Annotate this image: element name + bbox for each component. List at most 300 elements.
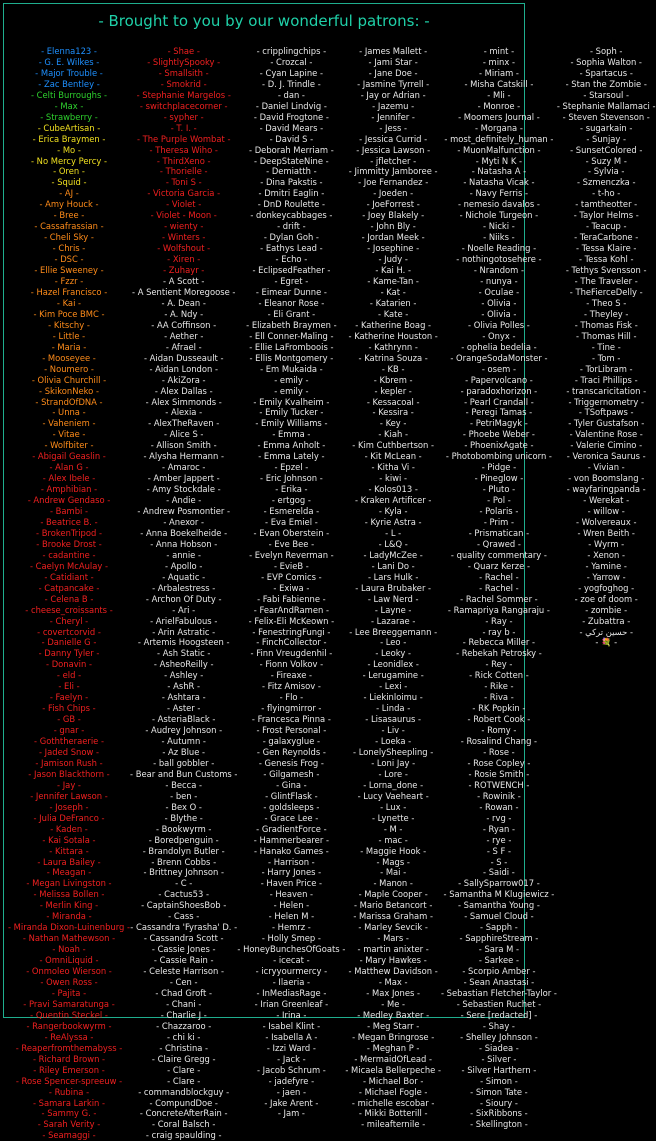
patron-name: - Andrew Posmontier - <box>137 506 231 517</box>
patron-name: - Eli - <box>58 681 80 692</box>
patron-name: - Misha Catskill - <box>464 78 534 89</box>
patron-name: - quality commentary - <box>450 549 547 560</box>
patron-name: - goldsleeps - <box>263 801 320 812</box>
patron-name: - Yamine - <box>585 560 627 571</box>
patron-name: - Soph - <box>590 46 623 56</box>
patron-name: - Kate - <box>378 308 409 319</box>
patron-name: - Wolfshout - <box>157 243 211 254</box>
patron-name: - Kitha Vi - <box>371 462 415 473</box>
patron-name: - CaptainShoesBob - <box>141 900 227 911</box>
patron-name: - Katarien - <box>369 297 417 308</box>
patron-name: - Az Blue - <box>162 747 206 757</box>
patron-name: - Samara Larkin - <box>32 1097 106 1108</box>
patron-name: - Veronica Saurus - <box>566 451 646 462</box>
patron-name: - Amy Stockdale - <box>146 484 221 495</box>
patron-name: - Cen - <box>169 977 198 988</box>
patron-name: - Law Nerd - <box>367 593 419 604</box>
patron-name: - Dylan Goh - <box>263 232 319 243</box>
patron-name: - Michael Fogle - <box>358 1086 428 1097</box>
patron-name: - Danielle G - <box>41 637 97 648</box>
patron-name: - Alice S - <box>163 429 204 440</box>
patron-name: - emily - <box>274 374 309 385</box>
patron-name: - Audrey Johnson - <box>145 725 223 736</box>
patron-name: - Lynette - <box>371 812 415 823</box>
patron-name: - Pineglow - <box>474 473 524 484</box>
patron-name: - nothingotosehere - <box>456 254 542 265</box>
patron-name: - Rike - <box>484 681 514 692</box>
patron-name: - Josephine - <box>367 243 420 254</box>
patron-name: - Wyrm - <box>588 538 625 549</box>
patron-name: - S - <box>490 856 508 867</box>
patron-name: - EclipsedFeather - <box>252 265 331 276</box>
patron-name: - Rowan - <box>479 801 519 812</box>
patron-name: - Harry Jones - <box>261 867 322 878</box>
patron-name: - Lisasaurus - <box>365 714 422 725</box>
patron-name: - Vitae - <box>52 429 86 440</box>
patron-name: - Marley Sevcik - <box>358 922 428 933</box>
patron-name: - The Traveler - <box>574 276 638 287</box>
patron-name: - Mary Hawkes - <box>359 955 427 966</box>
patron-name: - Brandolyn Butler - <box>142 845 225 856</box>
patron-name: - Cassandra Scott - <box>143 933 224 944</box>
patron-name: - Sioury - <box>480 1097 518 1108</box>
patron-name: - Stephanie Margelos - <box>136 89 231 100</box>
patron-name: - Zac Bentley - <box>38 78 100 89</box>
patron-name: - Hammerbearer - <box>253 834 329 845</box>
patron-name: - Jam - <box>277 1108 305 1119</box>
patron-name: - Boredpenguin - <box>148 834 219 845</box>
patron-name: - Lani Do - <box>371 560 415 571</box>
patron-name: - mileafternile - <box>361 1119 426 1130</box>
patron-name: - Eve Bee - <box>268 538 315 549</box>
patron-name: - Pluto - <box>482 484 516 495</box>
patron-name: - PetriMagyk - <box>470 418 528 429</box>
patron-name: - Felix-Eli McKeown - <box>248 615 335 626</box>
patron-name: - chi ki - <box>166 1031 201 1042</box>
patron-name: - Photobombing unicorn - <box>445 451 552 462</box>
patron-name: - Valentine Rose - <box>569 429 643 440</box>
patron-name: - RK Popkin - <box>472 703 526 714</box>
patron-name: - ben - <box>170 790 198 801</box>
patron-name: - Aquatic - <box>162 571 206 582</box>
patron-name: - Ray - <box>485 615 513 626</box>
patron-name: - Reaperfromthemabyss - <box>15 1042 123 1053</box>
patron-name: - Aster - <box>167 703 201 714</box>
patron-name: - M - <box>383 823 403 834</box>
patron-name: - Dmitri Eaglin - <box>258 188 325 199</box>
patron-name: - Alex Ibele - <box>42 473 96 484</box>
patron-name: - Erika - <box>275 484 308 495</box>
patron-name: - Cassandra 'Fyrasha' D. - <box>130 922 238 933</box>
patron-name: - Zuhayr - <box>163 265 205 276</box>
patron-name: - Fish Chips - <box>42 703 96 714</box>
patron-name: - Megan Bringrose - <box>352 1031 435 1042</box>
patron-name: - zombie - <box>585 604 628 615</box>
patron-name: - Catidiant - <box>44 571 94 582</box>
patron-name: - Max Jones - <box>366 987 421 998</box>
patron-name: - Katherine Houston - <box>348 330 438 341</box>
patron-name: - Unna - <box>52 407 86 418</box>
patron-name: - commandblockguy - <box>138 1086 230 1097</box>
patron-name: - Valerie Cimino - <box>570 440 643 451</box>
patron-name: - Yarrow - <box>586 571 626 582</box>
patron-name: - Gilgamesh - <box>263 768 320 779</box>
patron-name: - Lars Hulk - <box>367 571 419 582</box>
patron-name: - LonelySheepling - <box>353 747 434 757</box>
patron-name: - Shae - <box>167 46 200 56</box>
patron-name: - Celti Burroughs - <box>31 89 107 100</box>
patron-name: - Hanako Games - <box>253 845 329 856</box>
patron-name: - paradoxhorizon - <box>460 385 538 396</box>
patron-name: - Rose Spencer-spreeuw - <box>15 1075 123 1086</box>
patron-name: - craig spaulding - <box>145 1130 222 1141</box>
patron-name: - Faelyn - <box>49 692 89 703</box>
patron-name: - Qrawed - <box>477 538 521 549</box>
patron-name: - Chazzaroo - <box>156 1020 212 1031</box>
patron-name: - Aether - <box>164 330 204 341</box>
patron-name: - Ryan - <box>482 823 515 834</box>
patron-name: - drift - <box>277 221 306 232</box>
patron-name: - Vivian - <box>587 462 625 473</box>
patron-name: - TSoftpaws - <box>578 407 634 418</box>
patron-name: - Pajita - <box>51 987 87 998</box>
patron-name: - CubeArtisan - <box>37 122 101 133</box>
patron-name: - Mikki Botterill - <box>358 1108 428 1119</box>
patron-name: - AA Coffinson - <box>151 319 217 330</box>
patron-name: - Rick Cotten - <box>469 670 529 681</box>
patron-name: - Rey - <box>485 659 513 670</box>
patron-name: - Bex O - <box>165 801 202 812</box>
patron-name: - Kbrem - <box>373 374 413 385</box>
patron-name: - Sarkee - <box>478 955 519 966</box>
patron-name: - Jaded Snow - <box>39 747 100 757</box>
patron-name: - Loni Jay - <box>371 757 416 768</box>
patron-name: - Max - <box>378 977 408 988</box>
patron-name: - Natasha A - <box>471 166 527 177</box>
patron-name: - Samuel Cloud - <box>464 911 534 922</box>
patron-name: - FenestringFungi - <box>252 626 331 637</box>
patron-name: - Scorpio Amber - <box>462 966 536 977</box>
patron-name: - Simon - <box>480 1075 518 1086</box>
patron-name: - Gen Reynolds - <box>256 747 326 757</box>
patron-name: - Lorna_done - <box>363 779 424 790</box>
patron-name: - yogfoghog - <box>578 582 635 593</box>
patron-name: - annie - <box>166 549 202 560</box>
patron-name: - Wolvereaux - <box>575 516 637 527</box>
patron-name: - Lore - <box>378 768 408 779</box>
patron-name: - AkiZora - <box>161 374 206 385</box>
patron-name: - MuonMalfunction - <box>457 144 541 155</box>
patron-name: - switchplacecorner - <box>139 100 228 111</box>
patron-name: - Sara M - <box>478 944 520 955</box>
patron-name: - Lazarae - <box>370 615 416 626</box>
patron-name: - Mo - <box>57 144 81 155</box>
patron-name: - Echo - <box>275 254 308 265</box>
patron-name: - Cactus53 - <box>158 889 209 900</box>
patron-name: - Kessira - <box>372 407 414 418</box>
patron-name: - Epzel - <box>274 462 309 473</box>
patron-name: - Fzzr - <box>54 276 84 287</box>
patron-name: - Megan Livingston - <box>26 878 112 889</box>
patron-name: - Cassie Rain - <box>153 955 214 966</box>
patron-name: - Jess - <box>379 122 408 133</box>
patron-name: - Mario Betancort - <box>353 900 433 911</box>
patron-name: - Starsoul - <box>583 89 630 100</box>
patron-name: - Katrina Souza - <box>358 352 428 363</box>
patron-name: - Charlie J - <box>160 1009 207 1020</box>
patron-name: - Kaden - <box>50 823 88 834</box>
patron-name: - Fionn Volkov - <box>259 659 324 670</box>
patron-name: - Julia DeFranco - <box>33 812 105 823</box>
patron-name: - Riva - <box>484 692 514 703</box>
patron-name: - Brooke Drost - <box>36 538 102 549</box>
patron-name: - DnD Roulette - <box>257 199 326 210</box>
patron-name: - SallySparrow017 - <box>458 878 540 889</box>
patron-name: - flyingmirror - <box>261 703 322 714</box>
patron-name: - Noelle Reading - <box>461 243 537 254</box>
patron-name: - GlintFlask - <box>265 790 318 801</box>
patron-name: - Archon Of Duty - <box>145 593 222 604</box>
patron-name: - EvieB - <box>273 560 309 571</box>
patron-name: - Quentin Steckel - <box>30 1009 108 1020</box>
patron-name: - Michael Bor - <box>362 1075 424 1086</box>
patron-name: - David Frogtone - <box>253 111 329 122</box>
patron-name: - Niiks - <box>483 232 515 243</box>
patron-name: - StrandOfDNA - <box>35 396 103 407</box>
patron-name: - Kessacoal - <box>366 396 420 407</box>
patron-name: - dan - <box>277 89 305 100</box>
patron-name: - Kathrynn - <box>368 341 418 352</box>
patron-name: - Wolfbiter - <box>44 440 94 451</box>
patron-column-5 <box>440 46 557 1130</box>
patron-name: - Ramapriya Rangaraju - <box>447 604 550 615</box>
patron-name: - wienty - <box>164 221 204 232</box>
patron-name: - most_definitely_human - <box>444 133 554 144</box>
patron-name: - icecat - <box>273 955 310 966</box>
patron-name: - Vaheniem - <box>42 418 96 429</box>
patron-name: - Christina - <box>159 1042 209 1053</box>
patron-name: - Winters - <box>162 232 206 243</box>
patron-name: - Fitz Amisov - <box>261 681 321 692</box>
patron-name: - Fireaxe - <box>270 670 313 681</box>
patron-name: - Catpancake - <box>38 582 100 593</box>
patron-name: - Marissa Graham - <box>353 911 434 922</box>
patron-name: - Hemrz - <box>271 922 311 933</box>
patron-name: - The Purple Wombat - <box>136 133 231 144</box>
patron-name: - zoe of doom - <box>574 593 638 604</box>
patron-name: - Kit McLean - <box>364 451 422 462</box>
patron-name: - Heaven - <box>269 889 314 900</box>
patron-name: - Jay - <box>57 779 81 790</box>
patron-name: - Mooseyee - <box>42 352 96 363</box>
patron-name: - SixRibbons - <box>470 1108 528 1119</box>
patron-name: - Holly Smep - <box>261 933 321 944</box>
patron-name: - Melissa Bollen - <box>33 889 105 900</box>
patron-name: - JoeForrest - <box>366 199 420 210</box>
patron-name: - Jessica Lawson - <box>356 144 431 155</box>
patron-name: - Meagan - <box>46 867 92 878</box>
patron-name: - Deborah Merriam - <box>249 144 334 155</box>
patron-name: - Kai Sotala - <box>42 834 96 845</box>
patron-name: - Sammy G. - <box>41 1108 97 1119</box>
patron-name: - Rosalind Chang - <box>460 736 538 747</box>
patron-name: - Jake Arent - <box>264 1097 319 1108</box>
patron-name: - InMediasRage - <box>256 987 327 998</box>
patron-name: - Caelyn McAulay - <box>29 560 109 571</box>
patron-name: - Mars - <box>377 933 409 944</box>
patron-name: - Blythe - <box>164 812 203 823</box>
patron-name: - Lexi - <box>379 681 408 692</box>
patron-name: - Chani - <box>166 998 202 1009</box>
patron-name: - PhoenixAgate - <box>464 440 534 451</box>
patron-name: - Eva Emiel - <box>265 516 318 527</box>
patron-name: - DeepStateNine - <box>254 155 329 166</box>
patron-name: - Richard Brown - <box>32 1053 106 1064</box>
patron-name: - SunsetColored - <box>570 144 643 155</box>
patron-columns <box>8 46 656 1141</box>
patron-name: - Silver - <box>481 1053 517 1064</box>
patron-name: - Andie - <box>166 495 202 506</box>
patron-name: - Meg Starr - <box>367 1020 420 1031</box>
patron-name: - Thomas Fisk - <box>574 319 638 330</box>
patron-name: - Maggie Hook - <box>360 845 427 856</box>
patron-name: - Judy - <box>378 254 408 265</box>
patron-name: - Alan G - <box>49 462 89 473</box>
patron-name: - Sean Anastasi - <box>463 977 535 988</box>
patron-name: - Lerugamine - <box>362 670 424 681</box>
patron-name: - Emma - <box>272 429 311 440</box>
patron-name: - Kai H. - <box>375 265 411 276</box>
patron-name: - LadyMcZee - <box>363 549 423 560</box>
patron-name: - Nichole Turgeon - <box>459 210 539 221</box>
patron-name: - Pravi Samaratunga - <box>23 998 115 1009</box>
patron-name: - Loeka - <box>375 736 412 747</box>
patron-name: - Rebekah Petrosky - <box>456 648 542 659</box>
patron-name: - Emily Kvalheim - <box>253 396 330 407</box>
patron-column-4 <box>345 46 441 1130</box>
patron-name: - Manon - <box>373 878 413 889</box>
patron-name: - Laura Brubaker - <box>355 582 432 593</box>
patron-name: - rvg - <box>486 812 512 823</box>
patron-name: - Romy - <box>481 725 517 736</box>
patron-name: - Nicki - <box>483 221 515 232</box>
patron-name: - CompundDoe - <box>149 1097 218 1108</box>
patron-name: - Abigail Geaslin - <box>32 451 106 462</box>
patron-name: - Layne - <box>374 604 412 615</box>
patron-name: - Maple Cooper - <box>358 889 428 900</box>
patron-name: - Chris - <box>52 243 86 254</box>
patron-name: - Evelyn Reverman - <box>249 549 334 560</box>
patron-name: - Leoky - <box>375 648 411 659</box>
patron-name: - Sophia Walton - <box>570 56 642 67</box>
patron-name: - kepler - <box>374 385 412 396</box>
patron-name: - Jennifer Lawson - <box>30 790 108 801</box>
patron-name: - Kolos013 - <box>368 484 418 495</box>
patron-name: - Rachel - <box>479 582 519 593</box>
patron-name: - Anna Boekelheide - <box>140 527 228 538</box>
patron-name: - Ellis Montgomery - <box>249 352 334 363</box>
patron-name: - Artemis Hoogsteen - <box>137 637 230 648</box>
patron-name: - Afrael - <box>165 341 202 352</box>
patron-name: - Ellie LaFromboois - <box>249 341 334 352</box>
patron-name: - Tyler Gustafson - <box>568 418 645 429</box>
patron-name: - Finn Vreugdenhil - <box>250 648 333 659</box>
patron-name: - Celeste Harrison - <box>143 966 225 977</box>
patron-name: - Prismatican - <box>468 527 530 538</box>
patron-name: - A. Dean - <box>161 297 206 308</box>
patron-column-6 <box>557 46 656 1015</box>
patron-name: - Seamaggi - <box>42 1130 96 1141</box>
patron-name: - Maria - <box>51 341 87 352</box>
patron-name: - L - <box>385 527 402 538</box>
patron-name: - Theo S - <box>586 297 627 308</box>
patron-name: - GB - <box>57 714 81 725</box>
patron-name: - martin anixter - <box>357 944 429 955</box>
patron-name: - AJ - <box>59 188 79 199</box>
patron-name: - ReAlyssa - <box>44 1031 94 1042</box>
patron-name: - ertgog - <box>271 495 311 506</box>
patron-name: - Lee Breeggemann - <box>349 626 438 637</box>
patron-name: - Toni S - <box>165 177 202 188</box>
patron-name: - Kame-Tan - <box>367 276 419 287</box>
patron-name: - Traci Phillips - <box>574 374 638 385</box>
patron-name: - EVP Comics - <box>261 571 322 582</box>
patron-name: - Wren Beith - <box>577 527 635 538</box>
patron-name: - Miranda Dixon-Luinenburg - <box>8 922 131 933</box>
patron-name: - Cassafrassian - <box>34 221 104 232</box>
patron-name: - Sapph - <box>480 922 518 933</box>
patron-name: - Jordan Meek - <box>361 232 425 243</box>
patron-name: - Nathan Mathewson - <box>22 933 116 944</box>
patron-name: - 💐 - <box>595 637 618 648</box>
patron-name: - Joseph - <box>49 801 89 812</box>
patron-name: - Laura Bailey - <box>37 856 101 867</box>
patron-name: - Key - <box>379 418 407 429</box>
patron-name: - Isabella A - <box>265 1031 318 1042</box>
page-title: - Brought to you by our wonderful patrons: - <box>98 12 430 30</box>
patron-name: - Amphibian - <box>40 484 98 495</box>
patron-name: - Tom - <box>592 352 621 363</box>
patron-name: - Emily Tucker - <box>259 407 324 418</box>
patron-name: - Onyx - <box>482 330 516 341</box>
patron-name: - Ash Static - <box>157 648 211 659</box>
patron-name: - Cyan Lapine - <box>259 67 323 78</box>
patron-name: - Claire Gregg - <box>151 1053 216 1064</box>
patron-name: - Kitschy - <box>48 319 90 330</box>
patron-name: - Stephanie Mallamaci - <box>556 100 656 111</box>
patron-name: - osem - <box>481 363 517 374</box>
patron-name: - Oculae - <box>478 286 520 297</box>
patron-name: - Jay or Adrian - <box>360 89 426 100</box>
patron-name: - wayfaringpanda - <box>566 484 646 495</box>
patron-name: - Robert Cook - <box>467 714 531 725</box>
patron-name: - Helen - <box>273 900 310 911</box>
patron-name: - Prim - <box>483 516 515 527</box>
patron-name: - Rachel Sommer - <box>460 593 538 604</box>
patron-name: - Joe Fernandez - <box>358 177 429 188</box>
patron-name: - Quarz Kerze - <box>467 560 530 571</box>
patron-name: - Bree - <box>53 210 85 221</box>
patron-name: - Max - <box>54 100 84 111</box>
patron-name: - Shay - <box>482 1020 515 1031</box>
patron-name: - Joeden - <box>373 188 414 199</box>
patron-name: - SkikonNeko - <box>39 385 99 396</box>
patron-name: - Eric Johnson - <box>260 473 323 484</box>
patron-name: - Smokrid - <box>160 78 207 89</box>
patron-name: - Amy Houck - <box>39 199 99 210</box>
patron-name: - Pidge - <box>481 462 517 473</box>
patron-name: - Triggernometry - <box>568 396 644 407</box>
